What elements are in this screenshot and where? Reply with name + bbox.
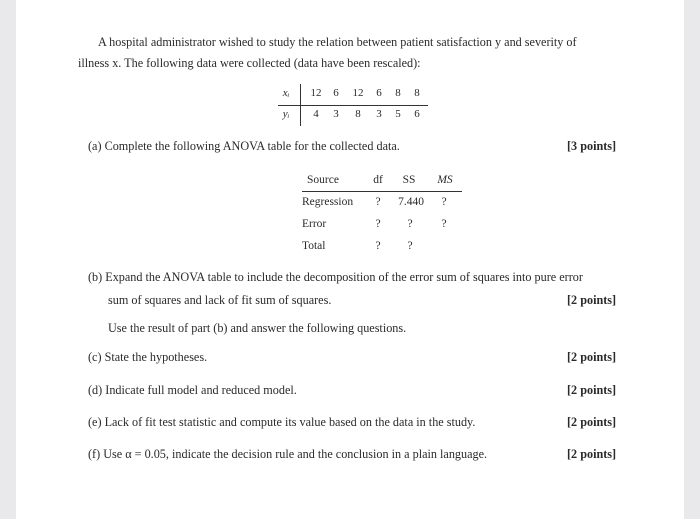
y-value: 5	[395, 108, 401, 120]
part-b-line-2: sum of squares and lack of fit sum of squares.	[108, 293, 332, 307]
part-a-points: [3 points]	[567, 139, 617, 153]
anova-header: MS	[437, 174, 453, 186]
anova-source: Error	[302, 218, 327, 230]
y-value: 3	[376, 108, 382, 120]
anova-df: ?	[375, 218, 381, 230]
anova-source: Total	[302, 240, 326, 252]
x-value: 8	[395, 87, 401, 99]
x-value: 6	[333, 87, 339, 99]
anova-header: df	[373, 174, 383, 186]
y-value: 4	[313, 108, 319, 120]
y-value: 3	[333, 108, 339, 120]
part-c-text: (c) State the hypotheses.	[88, 350, 208, 364]
part-e-text: (e) Lack of fit test statistic and compute its value based on the data in the study.	[88, 415, 476, 429]
x-value: 12	[352, 87, 364, 99]
anova-ms: ?	[441, 196, 447, 208]
part-c-points: [2 points]	[567, 350, 617, 364]
anova-source: Regression	[302, 196, 354, 208]
document-page	[16, 0, 684, 519]
y-value: 6	[414, 108, 420, 120]
x-value: 6	[376, 87, 382, 99]
part-a-text: (a) Complete the following ANOVA table for the collected data.	[88, 139, 400, 153]
anova-header: SS	[402, 174, 416, 186]
anova-df: ?	[375, 240, 381, 252]
x-value: 8	[414, 87, 420, 99]
part-f-points: [2 points]	[567, 447, 617, 461]
data-table-horizontal-rule	[278, 105, 428, 106]
intro-line-2: illness x. The following data were collected (data have been rescaled):	[78, 56, 421, 70]
anova-header: Source	[307, 174, 339, 186]
part-d-text: (d) Indicate full model and reduced model.	[88, 383, 297, 397]
part-f-text: (f) Use α = 0.05, indicate the decision rule and the conclusion in a plain language.	[88, 447, 488, 461]
intro-line-1: A hospital administrator wished to study the relation between patient satisfaction y and severity of	[98, 35, 577, 49]
x-label: xᵢ	[282, 87, 290, 99]
anova-df: ?	[375, 196, 381, 208]
part-b-points: [2 points]	[567, 293, 617, 307]
anova-header-rule	[302, 191, 462, 192]
x-value: 12	[310, 87, 322, 99]
instruction-note: Use the result of part (b) and answer the following questions.	[108, 321, 407, 335]
part-b-line-1: (b) Expand the ANOVA table to include the decomposition of the error sum of squares into pure error	[88, 270, 583, 284]
y-value: 8	[355, 108, 361, 120]
y-label: yᵢ	[282, 108, 290, 120]
anova-ss: ?	[407, 240, 413, 252]
part-e-points: [2 points]	[567, 415, 617, 429]
anova-ms: ?	[441, 218, 447, 230]
anova-ss: ?	[407, 218, 413, 230]
anova-ss: 7.440	[398, 196, 424, 208]
part-d-points: [2 points]	[567, 383, 617, 397]
